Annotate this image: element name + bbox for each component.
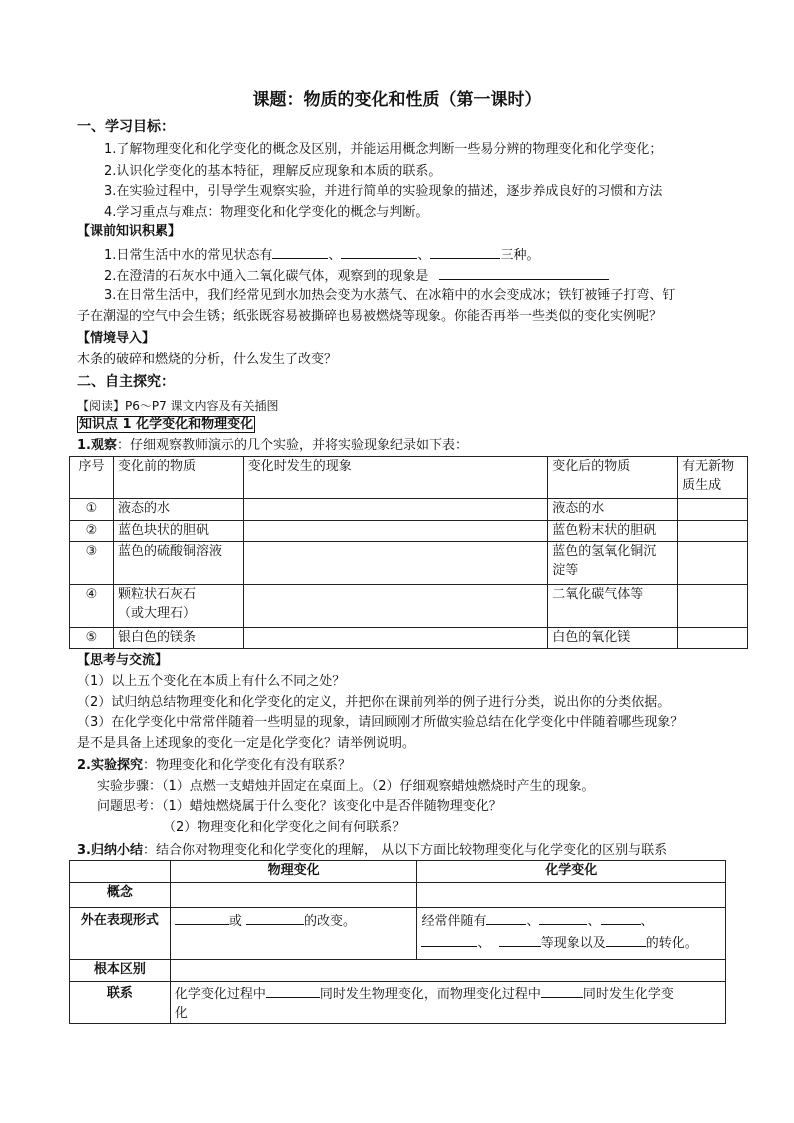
- separator: 、: [587, 914, 601, 929]
- observation-table: [69, 456, 748, 649]
- concept-chemical-cell[interactable]: [417, 883, 726, 908]
- prior-question-2: [104, 266, 609, 286]
- goal-item-3: 3.在实验过程中，引导学生观察实验，并进行简单的实验现象的描述，逐步养成良好的习惯和方法: [104, 184, 663, 199]
- cell-new-substance[interactable]: [678, 521, 748, 542]
- cell-after: 液态的水: [548, 499, 678, 521]
- link-cell: [170, 982, 725, 1024]
- row-label-essence: 根本区别: [70, 960, 171, 982]
- blank-field[interactable]: [272, 245, 328, 259]
- link-text-d: 化: [174, 1006, 188, 1021]
- knowledge-point-1: [77, 416, 255, 434]
- cell-phenomenon[interactable]: [243, 542, 547, 585]
- blank-field[interactable]: [486, 911, 526, 925]
- cell-before-l2: （或大理石）: [117, 606, 196, 621]
- think-question-3-line1: （3）在化学变化中常常伴随着一些明显的现象，请回顾刚才所做实验总结在化学变化中伴随着哪些现象？: [77, 715, 684, 730]
- table-row: [70, 585, 748, 628]
- knowledge-point-1-label: 知识点 1 化学变化和物理变化: [79, 417, 254, 432]
- header-new-substance-l1: 有无新物: [682, 459, 735, 474]
- observe-text: ：仔细观察教师演示的几个实验，并将实验现象纪录如下表：: [116, 438, 468, 453]
- cell-after: [548, 542, 678, 585]
- comparison-row-essence: [70, 960, 726, 982]
- form-or: 或: [228, 914, 242, 929]
- blank-field[interactable]: [175, 911, 229, 925]
- blank-field[interactable]: [439, 266, 609, 280]
- prior-knowledge-heading: 【课前知识积累】: [77, 224, 182, 239]
- cell-phenomenon[interactable]: [243, 585, 547, 628]
- header-phenomenon: 变化时发生的现象: [243, 457, 547, 499]
- link-text-c: 同时发生化学变: [582, 987, 674, 1002]
- prior-q1-end: 三种。: [500, 248, 540, 263]
- experiment-steps: 实验步骤：（1）点燃一支蜡烛并固定在桌面上。（2）仔细观察蜡烛燃烧时产生的现象。: [97, 779, 595, 794]
- prior-q1-text: 1.日常生活中水的常见状态有: [104, 248, 273, 263]
- blank-field[interactable]: [601, 911, 641, 925]
- prior-question-3-line1: 3.在日常生活中，我们经常见到水加热会变为水蒸气、在冰箱中的水会变成冰；铁钉被锤子打弯、钉: [104, 288, 676, 303]
- cell-phenomenon[interactable]: [243, 499, 547, 521]
- link-text-a: 化学变化过程中: [174, 987, 266, 1002]
- form-physical-cell: [170, 908, 417, 960]
- table-header-row: [70, 457, 748, 499]
- essence-cell[interactable]: [170, 960, 725, 982]
- cell-after: 蓝色粉末状的胆矾: [548, 521, 678, 542]
- explore-label: 2.实验探究: [77, 758, 143, 773]
- header-new-substance: [678, 457, 748, 499]
- blank-field[interactable]: [421, 933, 477, 947]
- blank-field[interactable]: [266, 984, 320, 998]
- section-explore-heading: 二、自主探究：: [77, 374, 175, 390]
- think-question-2: （2）试归纳总结物理变化和化学变化的定义，并把你在课前列举的例子进行分类，说出你的分类依据。: [77, 695, 671, 710]
- summary-instruction: [77, 842, 667, 860]
- blank-field[interactable]: [541, 984, 583, 998]
- cell-phenomenon[interactable]: [243, 628, 547, 649]
- prior-question-3-line2: 子在潮湿的空气中会生锈；纸张既容易被撕碎也易被燃烧等现象。你能否再举一些类似的变化实例呢？: [77, 309, 663, 324]
- form-chem-end: 的转化。: [645, 936, 698, 951]
- table-row: [70, 499, 748, 521]
- row-label-concept: 概念: [70, 883, 171, 908]
- comparison-header-row: [70, 861, 726, 883]
- form-chem-etc: 等现象以及: [540, 936, 606, 951]
- page-title: 课题：物质的变化和性质（第一课时）: [252, 90, 542, 110]
- think-heading: 【思考与交流】: [77, 653, 169, 668]
- summary-label: 3.归纳小结: [77, 843, 143, 858]
- problem-thinking-1: 问题思考：（1）蜡烛燃烧属于什么变化？该变化中是否伴随物理变化？: [97, 799, 502, 814]
- cell-new-substance[interactable]: [678, 585, 748, 628]
- row-label-form: 外在表现形式: [70, 908, 171, 960]
- row-number: ④: [70, 585, 114, 628]
- prior-q2-text: 2.在澄清的石灰水中通入二氧化碳气体，观察到的现象是: [104, 269, 429, 284]
- table-row: [70, 542, 748, 585]
- goal-item-1: 1.了解物理变化和化学变化的概念及区别，并能运用概念判断一些易分辨的物理变化和化学变化；: [104, 142, 663, 157]
- blank-field[interactable]: [539, 911, 587, 925]
- cell-new-substance[interactable]: [678, 542, 748, 585]
- header-new-substance-l2: 质生成: [682, 478, 722, 493]
- goal-item-4: 4.学习重点与难点：物理变化和化学变化的概念与判断。: [104, 205, 429, 220]
- section-learning-goals-heading: 一、学习目标：: [77, 119, 175, 135]
- cell-before: 蓝色的硫酸铜溶液: [113, 542, 243, 585]
- row-number: ③: [70, 542, 114, 585]
- row-number: ①: [70, 499, 114, 521]
- separator: 、: [526, 914, 540, 929]
- concept-physical-cell[interactable]: [170, 883, 417, 908]
- observe-label: 1.观察: [77, 438, 117, 453]
- comparison-table: [69, 860, 726, 1024]
- form-chemical-cell: [417, 908, 726, 960]
- separator: 、: [417, 248, 431, 263]
- comparison-row-form: [70, 908, 726, 960]
- reading-note: 【阅读】P6～P7 课文内容及有关插图: [77, 399, 279, 413]
- cell-before: 银白色的镁条: [113, 628, 243, 649]
- row-number: ⑤: [70, 628, 114, 649]
- cell-after-l2: 淀等: [552, 563, 579, 578]
- form-physical-end: 的改变。: [303, 914, 356, 929]
- cell-phenomenon[interactable]: [243, 521, 547, 542]
- intro-heading: 【情境导入】: [77, 331, 156, 346]
- comparison-row-link: [70, 982, 726, 1024]
- explore-text: ：物理变化和化学变化有没有联系？: [142, 758, 351, 773]
- header-after: 变化后的物质: [548, 457, 678, 499]
- prior-question-1: [104, 245, 539, 265]
- blank-field[interactable]: [430, 245, 500, 259]
- cell-after-l1: 蓝色的氢氧化铜沉: [552, 544, 657, 559]
- cell-new-substance[interactable]: [678, 499, 748, 521]
- observe-instruction: [77, 437, 468, 455]
- think-question-3-line2: 是不是具备上述现象的变化一定是化学变化？请举例说明。: [77, 736, 416, 751]
- blank-field[interactable]: [341, 245, 417, 259]
- cell-after: 二氧化碳气体等: [548, 585, 678, 628]
- cell-new-substance[interactable]: [678, 628, 748, 649]
- summary-text: ：结合你对物理变化和化学变化的理解， 从以下方面比较物理变化与化学变化的区别与联系: [142, 843, 668, 858]
- row-label-link: 联系: [70, 982, 171, 1024]
- form-chem-prefix: 经常伴随有: [421, 914, 487, 929]
- separator: 、: [328, 248, 342, 263]
- goal-item-2: 2.认识化学变化的基本特征，理解反应现象和本质的联系。: [104, 164, 442, 179]
- cell-before: [113, 585, 243, 628]
- blank-field[interactable]: [606, 933, 646, 947]
- cell-before: 液态的水: [113, 499, 243, 521]
- link-text-b: 同时发生物理变化，而物理变化过程中: [319, 987, 541, 1002]
- problem-thinking-2: （2）物理变化和化学变化之间有何联系？: [163, 820, 406, 835]
- experiment-explore: [77, 757, 351, 775]
- cell-before-l1: 颗粒状石灰石: [117, 587, 196, 602]
- table-row: [70, 521, 748, 542]
- header-no: 序号: [70, 457, 114, 499]
- cell-before: 蓝色块状的胆矾: [113, 521, 243, 542]
- separator: 、: [477, 936, 491, 951]
- cell-after: 白色的氧化镁: [548, 628, 678, 649]
- comparison-row-concept: [70, 883, 726, 908]
- separator: 、: [640, 914, 654, 929]
- blank-field[interactable]: [246, 911, 304, 925]
- header-chemical-change: 化学变化: [417, 861, 726, 883]
- header-physical-change: 物理变化: [170, 861, 417, 883]
- blank-field[interactable]: [499, 933, 541, 947]
- intro-text: 木条的破碎和燃烧的分析，什么发生了改变？: [77, 352, 338, 367]
- think-question-1: （1）以上五个变化在本质上有什么不同之处？: [77, 674, 346, 689]
- comparison-corner: [70, 861, 171, 883]
- header-before: 变化前的物质: [113, 457, 243, 499]
- row-number: ②: [70, 521, 114, 542]
- table-row: [70, 628, 748, 649]
